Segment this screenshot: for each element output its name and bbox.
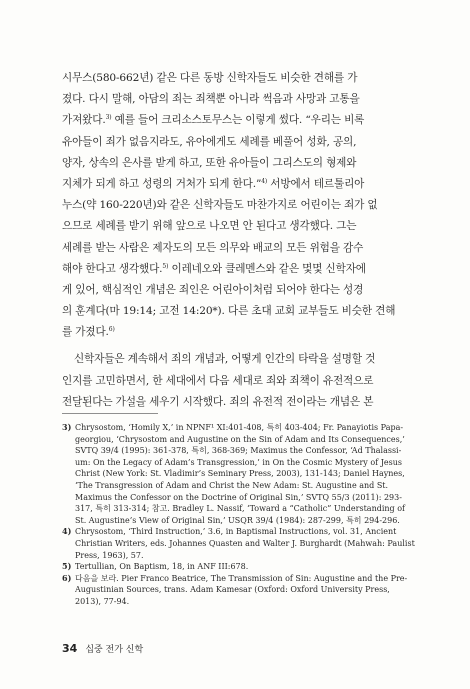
footnote-divider: [62, 413, 158, 414]
text-line: [62, 174, 414, 195]
footnote-line: 317, 특히 313-314; 참고. Bradley L. Nassif, ‘Toward a “Catholic” Understanding of: [75, 504, 406, 514]
footnote-line: Augustinian Sources, trans. Adam Kamesar (Oxford: Oxford University Press,: [75, 585, 390, 595]
footnote-ref[interactable]: 4): [261, 177, 268, 185]
text-line: 게 있어, 핵심적인 개념은 죄인은 어린아이처럼 되어야 한다는 성경: [62, 283, 364, 296]
text-segment: 예를 들어 크리소스토무스는 이렇게 썼다. “우리는 비록: [111, 114, 365, 127]
footnote-5: [62, 561, 414, 573]
text-line: 졌다. 다시 말해, 아담의 죄는 죄책뿐 아니라 썩음과 사망과 고통을: [62, 93, 360, 106]
footnotes: [62, 422, 414, 608]
footnote-body: [75, 526, 415, 561]
footnote-body: [75, 561, 414, 573]
footnote-body: [75, 422, 414, 526]
main-text: [62, 68, 414, 413]
footnote-line: Maximus the Confessor on the Doctrine of Original Sin,’ SVTQ 55/3 (2011): 293-: [75, 492, 402, 502]
footnote-line: Tertullian, On Baptism, 18, in ANF III:678.: [75, 562, 249, 572]
text-segment: 를 가졌다.: [62, 326, 109, 339]
footnote-6: [62, 573, 414, 608]
footnote-line: ‘The Transgression of Adam and Christ the New Adam: St. Augustine and St.: [75, 480, 389, 490]
text-line: 세례를 받는 사람은 제자도의 모든 의무와 배교의 모든 위험을 감수: [62, 241, 364, 254]
text-segment: 지체가 되게 하고 성령의 거처가 되게 한다.”: [62, 177, 262, 190]
text-line: 신학자들은 계속해서 죄의 개념과, 어떻게 인간의 타락을 설명할 것: [74, 353, 376, 366]
footnote-line: 2013), 77-94.: [75, 596, 130, 606]
text-segment: 이레네오와 클레멘스와 같은 몇몇 신학자에: [168, 262, 366, 275]
footnote-4: [62, 526, 414, 561]
page-number: 34: [62, 641, 78, 655]
text-segment: 서방에서 테르툴리아: [267, 177, 365, 190]
footnote-line: Chrysostom, ‘Homily X,’ in NPNF¹ XI:401-408, 특히 403-404; Fr. Panayiotis Papa-: [75, 423, 404, 432]
text-line: [62, 110, 414, 131]
footnote-ref[interactable]: 5): [162, 262, 169, 270]
text-line: 의 훈계다(마 19:14; 고전 14:20*). 다른 초대 교회 교부들도 비슷한 견해: [62, 305, 396, 318]
footnote-line: SVTQ 39/4 (1995): 361-378, 특히, 368-369; Maximus the Confessor, ‘Ad Thalassi-: [75, 446, 402, 456]
footnote-line: georgiou, ‘Chrysostom and Augustine on the Sin of Adam and Its Consequences,’: [75, 434, 405, 444]
footnote-line: um: On the Legacy of Adam’s Transgression,’ in On the Cosmic Mystery of Jesus: [75, 457, 402, 467]
text-line: [62, 259, 414, 280]
footnote-ref[interactable]: 6): [108, 326, 115, 334]
running-title: 십중 전가 신학: [85, 644, 144, 655]
footnote-number: 5): [62, 561, 72, 572]
text-segment: 해야 한다고 생각했다.: [62, 262, 163, 275]
footnote-line: 다음을 보라. Pier Franco Beatrice, The Transmission of Sin: Augustine and the Pre-: [75, 573, 408, 583]
text-line: [62, 322, 414, 343]
text-line: 으므로 세례를 받기 위해 앞으로 나오면 안 된다고 생각했다. 그는: [62, 220, 357, 233]
page-footer: [62, 641, 143, 655]
text-segment: 가져왔다.: [62, 114, 106, 127]
footnote-line: Press, 1963), 57.: [75, 550, 144, 560]
text-line: 누스(약 160-220년)와 같은 신학자들도 마찬가지로 어린이는 죄가 없: [62, 199, 378, 212]
footnote-line: Chrysostom, ‘Third Instruction,’ 3.6, in Baptismal Instructions, vol. 31, Ancient: [75, 527, 397, 537]
footnote-body: [75, 573, 414, 608]
footnote-line: Christian Writers, eds. Johannes Quasten and Walter J. Burghardt (Mahwah: Paulist: [75, 538, 415, 548]
footnote-number: 4): [62, 526, 72, 537]
text-line: 인지를 고민하면서, 한 세대에서 다음 세대로 죄와 죄책이 유전적으로: [62, 374, 374, 387]
text-line: 전달된다는 가설을 세우기 시작했다. 죄의 유전적 전이라는 개념은 본: [62, 395, 374, 408]
text-line: 유아들이 죄가 없음지라도, 유아에게도 세례를 베풀어 성화, 공의,: [62, 135, 357, 148]
text-line: 시무스(580-662년) 같은 다른 동방 신학자들도 비슷한 견해를 가: [62, 72, 358, 84]
text-line: 양자, 상속의 은사를 받게 하고, 또한 유아들이 그리스도의 형제와: [62, 156, 357, 169]
footnote-line: St. Augustine’s View of Original Sin,’ USQR 39/4 (1984): 287-299, 특히 294-296.: [75, 515, 400, 525]
footnote-number: 3): [62, 422, 72, 432]
footnote-number: 6): [62, 572, 72, 583]
footnote-ref[interactable]: 3): [105, 114, 112, 122]
footnote-line: Christ (New York: St. Vladimir’s Seminary Press, 2003), 131-143; Daniel Haynes,: [75, 469, 405, 479]
footnote-3: [62, 422, 414, 526]
